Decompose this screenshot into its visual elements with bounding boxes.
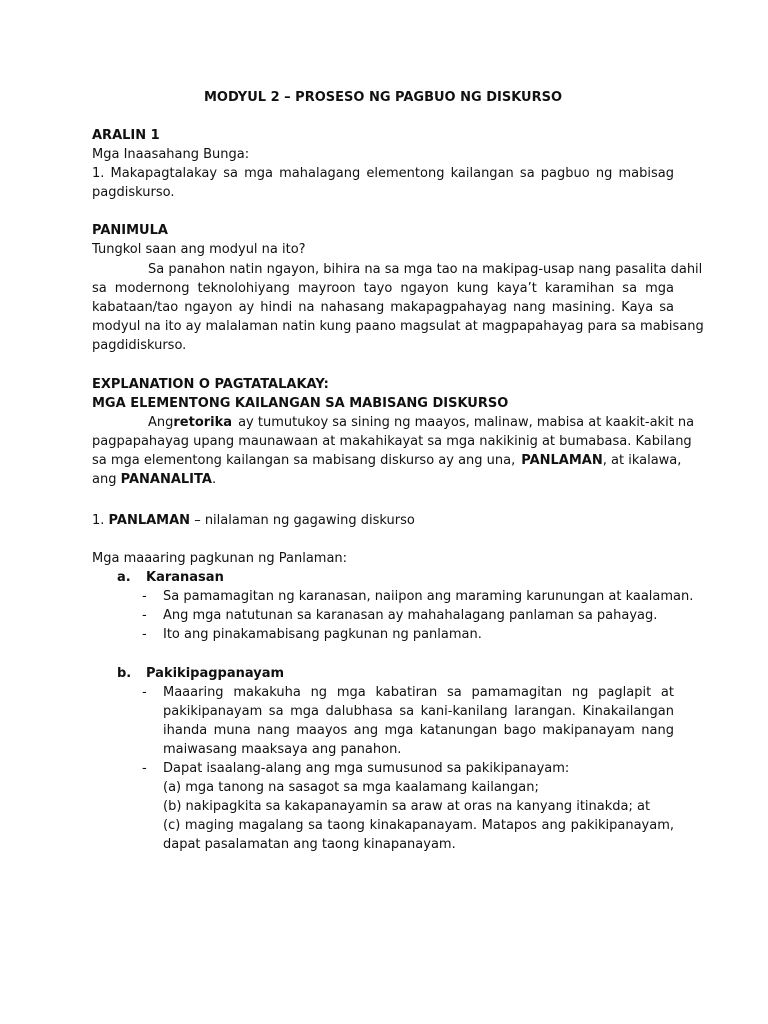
panimula-paragraph-line: kabataan/tao ngayon ay hindi na nahasang makapagpahayag nang masining. Kaya sa xyxy=(92,300,674,315)
panlaman-term: PANLAMAN xyxy=(521,453,603,468)
outcome-1-line2: pagdiskurso. xyxy=(92,185,175,200)
explanation-line-2: pagpapahayag upang maunawaan at makahikayat sa mga nakikinig at bumabasa. Kabilang xyxy=(92,434,692,449)
explanation-line-4: ang PANANALITA. xyxy=(92,472,217,487)
karanasan-title: Karanasan xyxy=(146,570,224,585)
retorika-term: retorika xyxy=(173,415,233,430)
panimula-paragraph-line: modyul na ito ay malalaman natin kung paano magsulat at magpapahayag para sa mabisang xyxy=(92,319,704,334)
explanation-line-3: sa mga elementong kailangan sa mabisang diskurso ay ang una, PANLAMAN , at ikalawa, xyxy=(92,453,682,468)
document-page: MODYUL 2 – PROSESO NG PAGBUO NG DISKURSO ARALIN 1 Mga Inaasahang Bunga: 1. Makapagtalakay sa mga mahalagang elementong kailangan sa pagbuo ng mabisag pagdiskurso. PANIMULA Tungkol saan ang modyul na ito? Sa panahon natin ngayon, bihira na sa mga tao na makipag-usap nang pasalita dahil sa modernong teknolohiyang mayroon tayo ngayon kung kaya’t karamihan sa mga kabataan/tao ngayon ay hindi na nahasang makapagpahayag nang masining. Kaya sa modyul na ito ay malalaman natin kung paano magsulat at magpapahayag para sa mabisang pagdidiskurso. EXPLANATION O PAGTATALAKAY: MGA ELEMENTONG KAILANGAN SA MABISANG DISKURSO Ang retorika ay tumutukoy sa sining ng maayos, malinaw, mabisa at kaakit-akit na pagpapahayag upang maunawaan at makahikayat sa mga nakikinig at bumabasa. Kabilang sa mga elementong kailangan sa mabisang diskurso ay ang una, PANLAMAN , at ikalawa, ang PANANALITA. 1. PANLAMAN – nilalaman ng gagawing diskurso Mga maaaring pagkunan ng Panlaman: a. Karanasan - Sa pamamagitan ng karanasan, naiipon ang maraming karunungan at kaalaman. - Ang mga natutunan sa karanasan ay mahahalagang panlaman sa pahayag. - Ito ang pinakamabisang pagkunan ng panlaman. b. Pakikipagpanayam - Maaaring makakuha ng mga kabatiran sa pamamagitan ng paglapit at pakikipanayam sa mga dalubhasa sa kani-kanilang larangan. Kinakailangan ihanda muna nang maayos ang mga katanungan bago makipanayam nang maiwasang maaksaya ang panahon. - Dapat isaalang-alang ang mga sumusunod sa pakikipanayam: (a) mga tanong na sasagot sa mga kaalamang kailangan; (b) nakipagkita sa kakapanayamin sa araw at oras na kanyang itinakda; at (c) maging magalang sa taong kinakapanayam. Matapos ang pakikipanayam, dapat pasalamatan ang taong kinapanayam. xyxy=(92,90,704,852)
panlaman-heading: 1. PANLAMAN – nilalaman ng gagawing diskurso xyxy=(92,513,415,528)
explanation-heading: EXPLANATION O PAGTATALAKAY: xyxy=(92,377,329,392)
dash-bullet: - xyxy=(142,589,147,604)
panimula-paragraph-line: pagdidiskurso. xyxy=(92,338,187,353)
panimula-heading: PANIMULA xyxy=(92,223,168,238)
sources-label: Mga maaaring pagkunan ng Panlaman: xyxy=(92,551,348,566)
explanation-line-1: Ang retorika ay tumutukoy sa sining ng maayos, malinaw, mabisa at kaakit-akit na xyxy=(148,415,695,430)
dash-bullet: - xyxy=(142,627,147,642)
outcome-1-line1: 1. Makapagtalakay sa mga mahalagang elementong kailangan sa pagbuo ng mabisag xyxy=(92,166,674,181)
module-title: MODYUL 2 – PROSESO NG PAGBUO NG DISKURSO xyxy=(203,90,563,105)
elements-heading: MGA ELEMENTONG KAILANGAN SA MABISANG DISKURSO xyxy=(92,396,509,411)
outcomes-label: Mga Inaasahang Bunga: xyxy=(92,147,250,162)
pananalita-term: PANANALITA xyxy=(120,472,212,487)
dash-bullet: - xyxy=(142,761,147,776)
dash-bullet: - xyxy=(142,608,147,623)
panimula-question: Tungkol saan ang modyul na ito? xyxy=(92,242,306,257)
panimula-paragraph-line: sa modernong teknolohiyang mayroon tayo ngayon kung kaya’t karamihan sa mga xyxy=(92,281,674,296)
aralin-heading: ARALIN 1 xyxy=(92,128,160,143)
dash-bullet: - xyxy=(142,685,147,700)
pakikipagpanayam-title: Pakikipagpanayam xyxy=(146,666,285,681)
panimula-paragraph-line: Sa panahon natin ngayon, bihira na sa mga tao na makipag-usap nang pasalita dahil xyxy=(148,262,703,277)
